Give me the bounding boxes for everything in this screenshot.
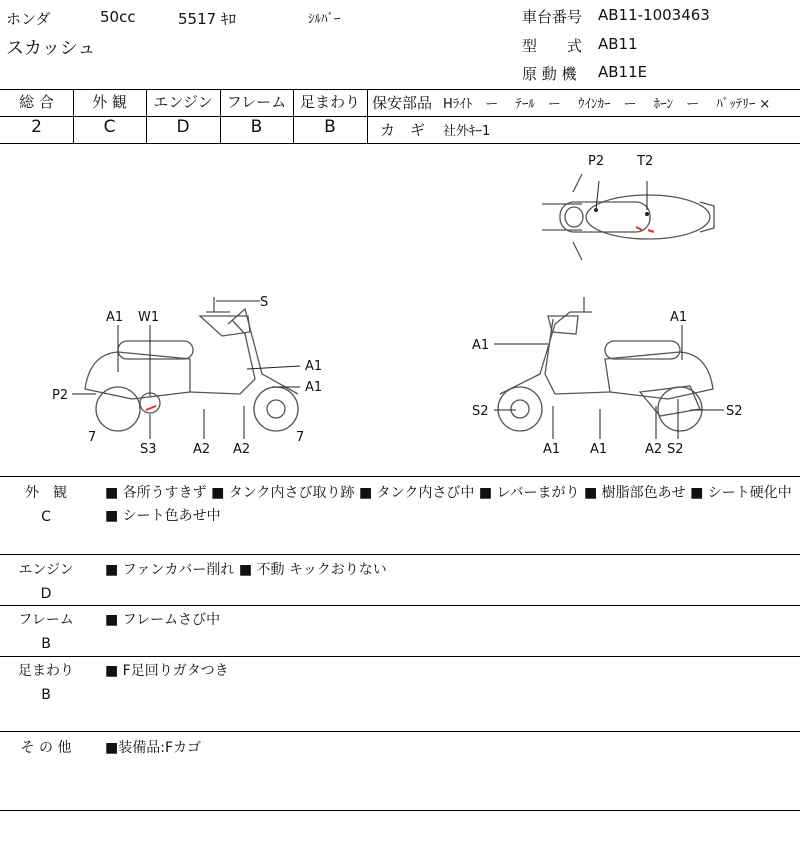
section-label: そ の 他: [20, 740, 72, 756]
label-left-a1-front: A1: [305, 380, 323, 395]
label-left-a1-shield: A1: [305, 359, 323, 374]
grade-header-exterior: 外 観: [92, 93, 127, 111]
right-handlebar: [570, 297, 592, 312]
grade-overall: 2: [31, 117, 42, 137]
label-right-s2-low: S2: [667, 442, 684, 457]
grade-exterior: C: [103, 117, 116, 137]
label-top-p2: P2: [588, 154, 605, 169]
label-left-a2-mid: A2: [193, 442, 211, 457]
left-front-basket: [200, 316, 250, 336]
label-left-w1: W1: [138, 310, 160, 325]
section-label: フレーム: [18, 612, 74, 628]
left-front-shield: [228, 309, 298, 394]
left-floor: [190, 320, 255, 394]
engine-label: 原 動 機: [522, 65, 577, 83]
label-right-s2-rear: S2: [726, 404, 743, 419]
scooter-top-view: [542, 174, 714, 260]
color: ｼﾙﾊﾞｰ: [308, 12, 341, 27]
frame-no-label: 車台番号: [522, 8, 583, 26]
leader-a1-shield: [247, 366, 300, 369]
label-left-s: S: [260, 295, 269, 310]
safety-label: 保安部品: [372, 94, 433, 112]
label-left-a1-seat: A1: [106, 310, 124, 325]
key-value: 社外ｷｰ1: [443, 124, 491, 139]
left-rear-wheel: [96, 387, 140, 431]
left-front-wheel: [254, 387, 298, 431]
label-right-a1-shield: A1: [472, 338, 490, 353]
maker: ホンダ: [6, 10, 51, 28]
label-left-7-front: 7: [296, 430, 305, 445]
type-label: 型 式: [522, 37, 583, 55]
top-headlight: [565, 207, 583, 227]
key-label: カ ギ: [380, 121, 426, 139]
label-right-a2: A2: [645, 442, 663, 457]
grade-header-overall: 総 合: [19, 93, 54, 111]
label-top-t2: T2: [637, 154, 654, 169]
type-value: AB11: [598, 35, 638, 53]
section-grade: D: [40, 586, 52, 602]
section-text: ■ フレームさび中: [105, 612, 221, 628]
section-grade: B: [41, 636, 51, 652]
section-text: ■ ファンカバー削れ ■ 不動 キックおりない: [105, 562, 387, 578]
section-text: ■装備品:Fカゴ: [105, 740, 201, 756]
right-front-shield: [500, 312, 570, 394]
section-label: 外 観: [25, 485, 67, 501]
right-front-wheel: [498, 387, 542, 431]
model-name: スカッシュ: [6, 38, 96, 59]
section-text: ■ 各所うすきず ■ タンク内さび取り跡 ■ タンク内さび中 ■ レバーまがり ■ 樹脂部色あせ ■ シート硬化中 ■ シート色あせ中: [105, 485, 792, 524]
damage-diagram: [0, 144, 800, 476]
mileage: 5517 ｷﾛ: [178, 10, 236, 28]
right-rear-wheel: [658, 387, 702, 431]
safety-items: Hﾗｲﾄ ー ﾃｰﾙ ー ｳｲﾝｶｰ ー ﾎｰﾝ ー ﾊﾞｯﾃﾘｰ ×: [443, 97, 771, 112]
label-left-a2-front: A2: [233, 442, 251, 457]
label-right-a1-seat: A1: [670, 310, 688, 325]
section-grade: C: [41, 509, 51, 525]
grade-frame: B: [250, 117, 263, 137]
displacement: 50cc: [100, 8, 136, 26]
right-seat: [605, 341, 680, 359]
grade-header-suspension: 足まわり: [299, 93, 360, 111]
section-label: 足まわり: [18, 663, 74, 679]
grade-header-engine: エンジン: [153, 93, 213, 111]
left-damage-mark: [146, 406, 156, 410]
grade-suspension: B: [324, 117, 336, 137]
frame-no: AB11-1003463: [598, 6, 710, 24]
label-left-s3: S3: [140, 442, 157, 457]
section-text: ■ F足回りガタつき: [105, 663, 229, 679]
section-grade: B: [41, 687, 51, 703]
engine-value: AB11E: [598, 63, 648, 81]
label-left-7-rear: 7: [88, 430, 97, 445]
label-right-a1-mid: A1: [590, 442, 608, 457]
right-floor: [545, 319, 610, 394]
label-right-a1-floor: A1: [543, 442, 561, 457]
grade-header-frame: フレーム: [226, 93, 287, 111]
label-left-p2: P2: [52, 388, 69, 403]
top-mirror-left: [573, 174, 582, 192]
left-seat: [118, 341, 193, 359]
section-label: エンジン: [18, 562, 74, 578]
top-mirror-right: [573, 242, 582, 260]
label-right-s2-front: S2: [472, 404, 489, 419]
left-handlebar: [206, 297, 230, 312]
top-p2-leader: [596, 181, 599, 210]
grade-engine: D: [176, 117, 190, 137]
